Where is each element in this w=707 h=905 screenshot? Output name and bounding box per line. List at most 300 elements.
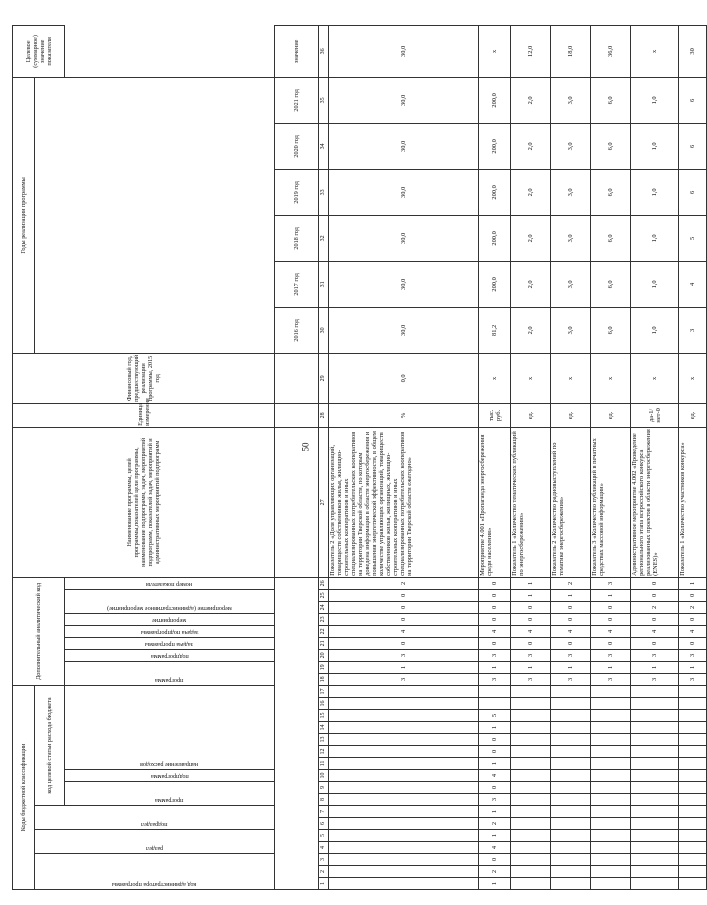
column-number: 2 — [319, 866, 329, 878]
row-year-value: 6 — [679, 77, 707, 123]
code-cell — [679, 806, 707, 818]
code-cell — [679, 770, 707, 782]
header-subprogram: подпрограмма — [150, 773, 189, 780]
row-year-value: 30,0 — [329, 123, 479, 169]
code-cell — [591, 818, 631, 830]
code-cell — [631, 722, 679, 734]
code-cell — [329, 685, 479, 697]
code-cell — [679, 866, 707, 878]
row-year-value: 2,0 — [511, 307, 551, 353]
header-subsection: подраздел — [141, 821, 168, 828]
code-cell — [679, 710, 707, 722]
code-cell — [551, 878, 591, 890]
code-cell — [511, 722, 551, 734]
code-cell — [679, 830, 707, 842]
row-year-value: 2,0 — [511, 261, 551, 307]
row-year-value: 3,0 — [551, 77, 591, 123]
header-years-group: Годы реализации программы — [13, 77, 35, 353]
row-unit: ед. — [511, 403, 551, 427]
row-year-value: 200,0 — [479, 77, 511, 123]
column-number: 16 — [319, 698, 329, 710]
code-cell — [511, 698, 551, 710]
row-name: Показатель 2 «Количество радиовыступлений по тематике энергосбережения» — [551, 427, 591, 577]
header-unit: Единица измерения — [13, 403, 275, 427]
code-cell — [679, 698, 707, 710]
header-financial-year: Финансовый год, предшествующий реализации программы, 2015 год — [13, 353, 275, 403]
row-year-value: 200,0 — [479, 261, 511, 307]
code-cell — [631, 758, 679, 770]
code-cell — [551, 782, 591, 794]
code-cell — [631, 842, 679, 854]
row-year-value: 6,0 — [591, 215, 631, 261]
header-year-2017: 2017 год — [275, 261, 319, 307]
code-cell — [329, 782, 479, 794]
code-cell: 2 — [631, 601, 679, 613]
header-a-task-subprogram: задача подпрограммы — [140, 628, 199, 636]
code-cell — [329, 878, 479, 890]
code-cell: 1 — [551, 661, 591, 673]
code-cell — [679, 722, 707, 734]
code-cell — [551, 830, 591, 842]
row-year-value: 3 — [679, 307, 707, 353]
code-cell: 4 — [679, 625, 707, 637]
row-base-value: х — [591, 353, 631, 403]
code-cell: 0 — [591, 613, 631, 625]
code-cell: 0 — [329, 637, 479, 649]
row-year-value: 2,0 — [511, 123, 551, 169]
code-cell: 0 — [479, 577, 511, 589]
column-number: 29 — [319, 353, 329, 403]
code-cell: 1 — [329, 661, 479, 673]
code-cell — [511, 782, 551, 794]
column-number: 28 — [319, 403, 329, 427]
code-cell — [329, 806, 479, 818]
table-row — [591, 25, 631, 889]
row-year-value: 4 — [679, 261, 707, 307]
row-base-value: 0,0 — [329, 353, 479, 403]
code-cell: 0 — [511, 613, 551, 625]
code-cell — [511, 710, 551, 722]
row-unit: ед. — [679, 403, 707, 427]
program-table-rotated — [12, 35, 696, 890]
code-cell — [591, 854, 631, 866]
header-years-spacer — [35, 77, 275, 353]
header-a-subprogram: подпрограмма — [150, 652, 189, 660]
code-cell — [631, 818, 679, 830]
code-cell — [679, 734, 707, 746]
code-cell — [679, 758, 707, 770]
code-cell — [551, 806, 591, 818]
row-year-value: 6,0 — [591, 123, 631, 169]
row-year-value: 1,0 — [631, 307, 679, 353]
code-cell — [329, 842, 479, 854]
column-number: 27 — [319, 427, 329, 577]
row-year-value: 200,0 — [479, 215, 511, 261]
code-cell — [329, 866, 479, 878]
code-cell — [591, 782, 631, 794]
row-year-value: 6,0 — [591, 307, 631, 353]
header-code-spacer — [275, 577, 319, 889]
column-number: 33 — [319, 169, 329, 215]
row-year-value: 1,0 — [631, 123, 679, 169]
code-cell — [479, 685, 511, 697]
column-number: 11 — [319, 758, 329, 770]
row-year-value: 6,0 — [591, 169, 631, 215]
program-indicator-table — [12, 25, 707, 890]
code-cell: 0 — [631, 613, 679, 625]
code-cell — [329, 854, 479, 866]
code-cell: 4 — [479, 842, 511, 854]
code-cell — [329, 758, 479, 770]
code-cell — [479, 698, 511, 710]
code-cell: 0 — [631, 577, 679, 589]
code-cell: 0 — [479, 854, 511, 866]
row-unit: % — [329, 403, 479, 427]
column-number: 15 — [319, 710, 329, 722]
code-cell: 1 — [479, 806, 511, 818]
table-row — [679, 25, 707, 889]
code-cell: 1 — [511, 577, 551, 589]
header-name-spacer — [275, 427, 319, 577]
row-final-value: 30,0 — [329, 25, 479, 77]
code-cell — [591, 685, 631, 697]
table-row — [631, 25, 679, 889]
code-cell — [679, 746, 707, 758]
code-cell — [679, 818, 707, 830]
row-final-value: 36,0 — [591, 25, 631, 77]
code-cell: 1 — [591, 589, 631, 601]
row-base-value: х — [551, 353, 591, 403]
header-year-2018: 2018 год — [275, 215, 319, 261]
code-cell — [329, 830, 479, 842]
column-number: 30 — [319, 307, 329, 353]
code-cell — [591, 710, 631, 722]
code-cell — [591, 794, 631, 806]
row-unit: ед. — [551, 403, 591, 427]
column-number: 36 — [319, 25, 329, 77]
code-cell — [591, 722, 631, 734]
code-cell: 2 — [479, 866, 511, 878]
code-cell: 3 — [511, 673, 551, 685]
code-cell — [591, 842, 631, 854]
header-a-admin-event: мероприятие (административное мероприятие) — [107, 604, 232, 612]
code-cell — [591, 830, 631, 842]
code-cell — [329, 698, 479, 710]
code-cell — [511, 866, 551, 878]
code-cell: 1 — [631, 661, 679, 673]
code-cell — [511, 746, 551, 758]
code-cell: 3 — [591, 649, 631, 661]
code-cell: 1 — [511, 661, 551, 673]
table-row — [479, 25, 511, 889]
code-cell — [551, 866, 591, 878]
code-cell: 0 — [329, 589, 479, 601]
code-cell: 0 — [631, 589, 679, 601]
code-cell — [591, 758, 631, 770]
code-cell: 3 — [591, 673, 631, 685]
code-cell — [329, 734, 479, 746]
code-cell — [591, 806, 631, 818]
code-cell: 0 — [479, 734, 511, 746]
row-base-value: х — [679, 353, 707, 403]
column-number: 34 — [319, 123, 329, 169]
code-cell: 3 — [479, 649, 511, 661]
code-cell: 3 — [329, 649, 479, 661]
code-cell — [551, 770, 591, 782]
code-cell — [551, 698, 591, 710]
code-cell — [631, 878, 679, 890]
row-name: Мероприятие 4.001 «Пропаганда энергосбережения среди населения» — [479, 427, 511, 577]
row-year-value: 3,0 — [551, 215, 591, 261]
code-cell: 3 — [591, 577, 631, 589]
row-year-value: 3,0 — [551, 261, 591, 307]
code-cell: 1 — [679, 661, 707, 673]
column-number: 21 — [319, 637, 329, 649]
code-cell: 2 — [551, 577, 591, 589]
code-cell: 1 — [551, 589, 591, 601]
code-cell — [679, 782, 707, 794]
row-name: Административное мероприятие 4.002 «Проведение регионального этапа всероссийского конкурса реализованных проектов в области энергосбережения (ENES)» — [631, 427, 679, 577]
code-cell: 3 — [479, 673, 511, 685]
row-year-value: 3,0 — [551, 307, 591, 353]
header-program: программа — [155, 797, 184, 804]
header-unit-spacer — [275, 403, 319, 427]
header-name: Наименование программы, целей программы,показателей цели программы, наименование подпрограмм, задач, мероприятий подпрограмм, показателей задач, мероприятий и административных мероприятий подпрограмм — [13, 427, 275, 577]
column-number: 13 — [319, 734, 329, 746]
code-cell — [511, 685, 551, 697]
row-year-value: 1,0 — [631, 77, 679, 123]
row-year-value: 30,0 — [329, 261, 479, 307]
code-cell: 0 — [479, 613, 511, 625]
header-year-2019: 2019 год — [275, 169, 319, 215]
column-number: 1 — [319, 878, 329, 890]
row-year-value: 1,0 — [631, 215, 679, 261]
code-cell — [631, 806, 679, 818]
code-cell — [551, 710, 591, 722]
column-number: 31 — [319, 261, 329, 307]
column-number: 35 — [319, 77, 329, 123]
code-cell — [631, 710, 679, 722]
code-cell: 3 — [551, 673, 591, 685]
code-cell: 2 — [679, 601, 707, 613]
code-cell: 0 — [479, 782, 511, 794]
column-number: 4 — [319, 842, 329, 854]
code-cell — [511, 734, 551, 746]
header-year-2020: 2020 год — [275, 123, 319, 169]
code-cell: 0 — [329, 601, 479, 613]
code-cell: 3 — [679, 649, 707, 661]
code-cell: 3 — [329, 673, 479, 685]
code-cell: 4 — [631, 625, 679, 637]
row-year-value: 6 — [679, 169, 707, 215]
row-final-value: 18,0 — [551, 25, 591, 77]
code-cell — [631, 830, 679, 842]
row-final-value: х — [479, 25, 511, 77]
code-cell — [591, 698, 631, 710]
code-cell — [679, 794, 707, 806]
code-cell: 0 — [479, 589, 511, 601]
code-cell: 2 — [329, 577, 479, 589]
code-cell: 4 — [479, 625, 511, 637]
row-year-value: 1,0 — [631, 169, 679, 215]
code-cell: 1 — [479, 661, 511, 673]
column-number: 32 — [319, 215, 329, 261]
code-cell — [631, 698, 679, 710]
row-name: Показатель 3 «Количество публикаций в печатных средствах массовой информации» — [591, 427, 631, 577]
code-cell — [631, 782, 679, 794]
code-cell — [511, 830, 551, 842]
code-cell — [631, 854, 679, 866]
column-number: 14 — [319, 722, 329, 734]
code-cell — [511, 758, 551, 770]
row-year-value: 5 — [679, 215, 707, 261]
header-value: значение — [275, 25, 319, 77]
code-cell — [679, 842, 707, 854]
code-cell — [551, 758, 591, 770]
code-cell: 0 — [479, 601, 511, 613]
header-a-event: мероприятие — [152, 616, 187, 624]
code-cell — [511, 770, 551, 782]
code-cell: 0 — [631, 637, 679, 649]
code-cell: 0 — [551, 637, 591, 649]
row-year-value: 6,0 — [591, 261, 631, 307]
code-cell — [591, 878, 631, 890]
code-cell — [551, 746, 591, 758]
row-name: Показатель 1 «Количество участников конкурса» — [679, 427, 707, 577]
code-cell — [329, 722, 479, 734]
header-budget-codes: Коды бюджетной классификации — [13, 685, 35, 889]
header-a-task-program: задача программы — [145, 640, 194, 648]
code-cell: 1 — [479, 830, 511, 842]
code-cell — [551, 685, 591, 697]
table-body — [329, 25, 707, 889]
header-year-2016: 2016 год — [275, 307, 319, 353]
column-number: 18 — [319, 673, 329, 685]
code-cell: 0 — [679, 613, 707, 625]
code-cell — [551, 734, 591, 746]
row-year-value: 200,0 — [479, 123, 511, 169]
code-cell — [631, 866, 679, 878]
code-cell — [631, 685, 679, 697]
row-year-value: 6,0 — [591, 77, 631, 123]
header-a-program: программа — [155, 676, 184, 684]
column-number: 5 — [319, 830, 329, 842]
column-number: 12 — [319, 746, 329, 758]
column-number: 23 — [319, 613, 329, 625]
column-number: 19 — [319, 661, 329, 673]
code-cell — [329, 770, 479, 782]
row-year-value: 3,0 — [551, 123, 591, 169]
code-cell — [329, 794, 479, 806]
column-number: 8 — [319, 794, 329, 806]
column-number: 3 — [319, 854, 329, 866]
code-cell — [551, 842, 591, 854]
code-cell: 4 — [329, 625, 479, 637]
code-cell: 0 — [591, 637, 631, 649]
header-expense-direction: направление расходов — [140, 761, 199, 768]
column-number: 9 — [319, 782, 329, 794]
code-cell: 1 — [591, 661, 631, 673]
code-cell — [679, 878, 707, 890]
code-cell — [631, 770, 679, 782]
code-cell: 0 — [511, 601, 551, 613]
code-cell — [631, 794, 679, 806]
header-financial-spacer — [275, 353, 319, 403]
code-cell: 0 — [551, 601, 591, 613]
row-year-value: 2,0 — [511, 169, 551, 215]
column-number: 7 — [319, 806, 329, 818]
code-cell — [329, 818, 479, 830]
row-final-value: 30 — [679, 25, 707, 77]
column-number: 20 — [319, 649, 329, 661]
row-final-value: 12,0 — [511, 25, 551, 77]
column-number: 24 — [319, 601, 329, 613]
row-year-value: 6 — [679, 123, 707, 169]
code-cell: 0 — [511, 637, 551, 649]
code-cell — [511, 794, 551, 806]
row-year-value: 3,0 — [551, 169, 591, 215]
row-name: Показатель 1 «Количество тематических публикаций по энергосбережению» — [511, 427, 551, 577]
page-number: 50 — [300, 442, 311, 452]
code-cell: 3 — [511, 649, 551, 661]
code-cell: 0 — [591, 601, 631, 613]
row-year-value: 30,0 — [329, 307, 479, 353]
code-cell: 3 — [479, 794, 511, 806]
code-cell: 4 — [551, 625, 591, 637]
code-cell — [511, 806, 551, 818]
code-cell: 0 — [479, 746, 511, 758]
row-year-value: 2,0 — [511, 215, 551, 261]
code-cell — [511, 878, 551, 890]
code-cell — [591, 770, 631, 782]
code-cell — [679, 685, 707, 697]
code-cell: 0 — [479, 637, 511, 649]
header-year-2021: 2021 год — [275, 77, 319, 123]
column-number: 17 — [319, 685, 329, 697]
code-cell — [591, 866, 631, 878]
row-year-value: 200,0 — [479, 169, 511, 215]
code-cell — [551, 854, 591, 866]
row-year-value: 30,0 — [329, 215, 479, 261]
row-final-value: х — [631, 25, 679, 77]
row-year-value: 30,0 — [329, 169, 479, 215]
row-year-value: 81,2 — [479, 307, 511, 353]
code-cell — [511, 818, 551, 830]
code-cell — [631, 734, 679, 746]
code-cell: 3 — [631, 649, 679, 661]
code-cell: 3 — [679, 673, 707, 685]
code-cell: 3 — [551, 649, 591, 661]
column-number-row — [319, 25, 329, 889]
code-cell — [511, 842, 551, 854]
code-cell: 5 — [479, 710, 511, 722]
column-number: 25 — [319, 589, 329, 601]
row-unit: тыс. руб. — [479, 403, 511, 427]
code-cell: 0 — [679, 637, 707, 649]
code-cell: 1 — [479, 758, 511, 770]
code-cell — [679, 854, 707, 866]
row-year-value: 1,0 — [631, 261, 679, 307]
code-cell — [551, 794, 591, 806]
row-year-value: 30,0 — [329, 77, 479, 123]
table-row — [511, 25, 551, 889]
column-number: 6 — [319, 818, 329, 830]
code-cell — [511, 854, 551, 866]
code-cell: 1 — [679, 577, 707, 589]
table-row — [551, 25, 591, 889]
header-final-value: Целевое (суммарное) значение показателя — [13, 25, 65, 77]
column-number: 26 — [319, 577, 329, 589]
